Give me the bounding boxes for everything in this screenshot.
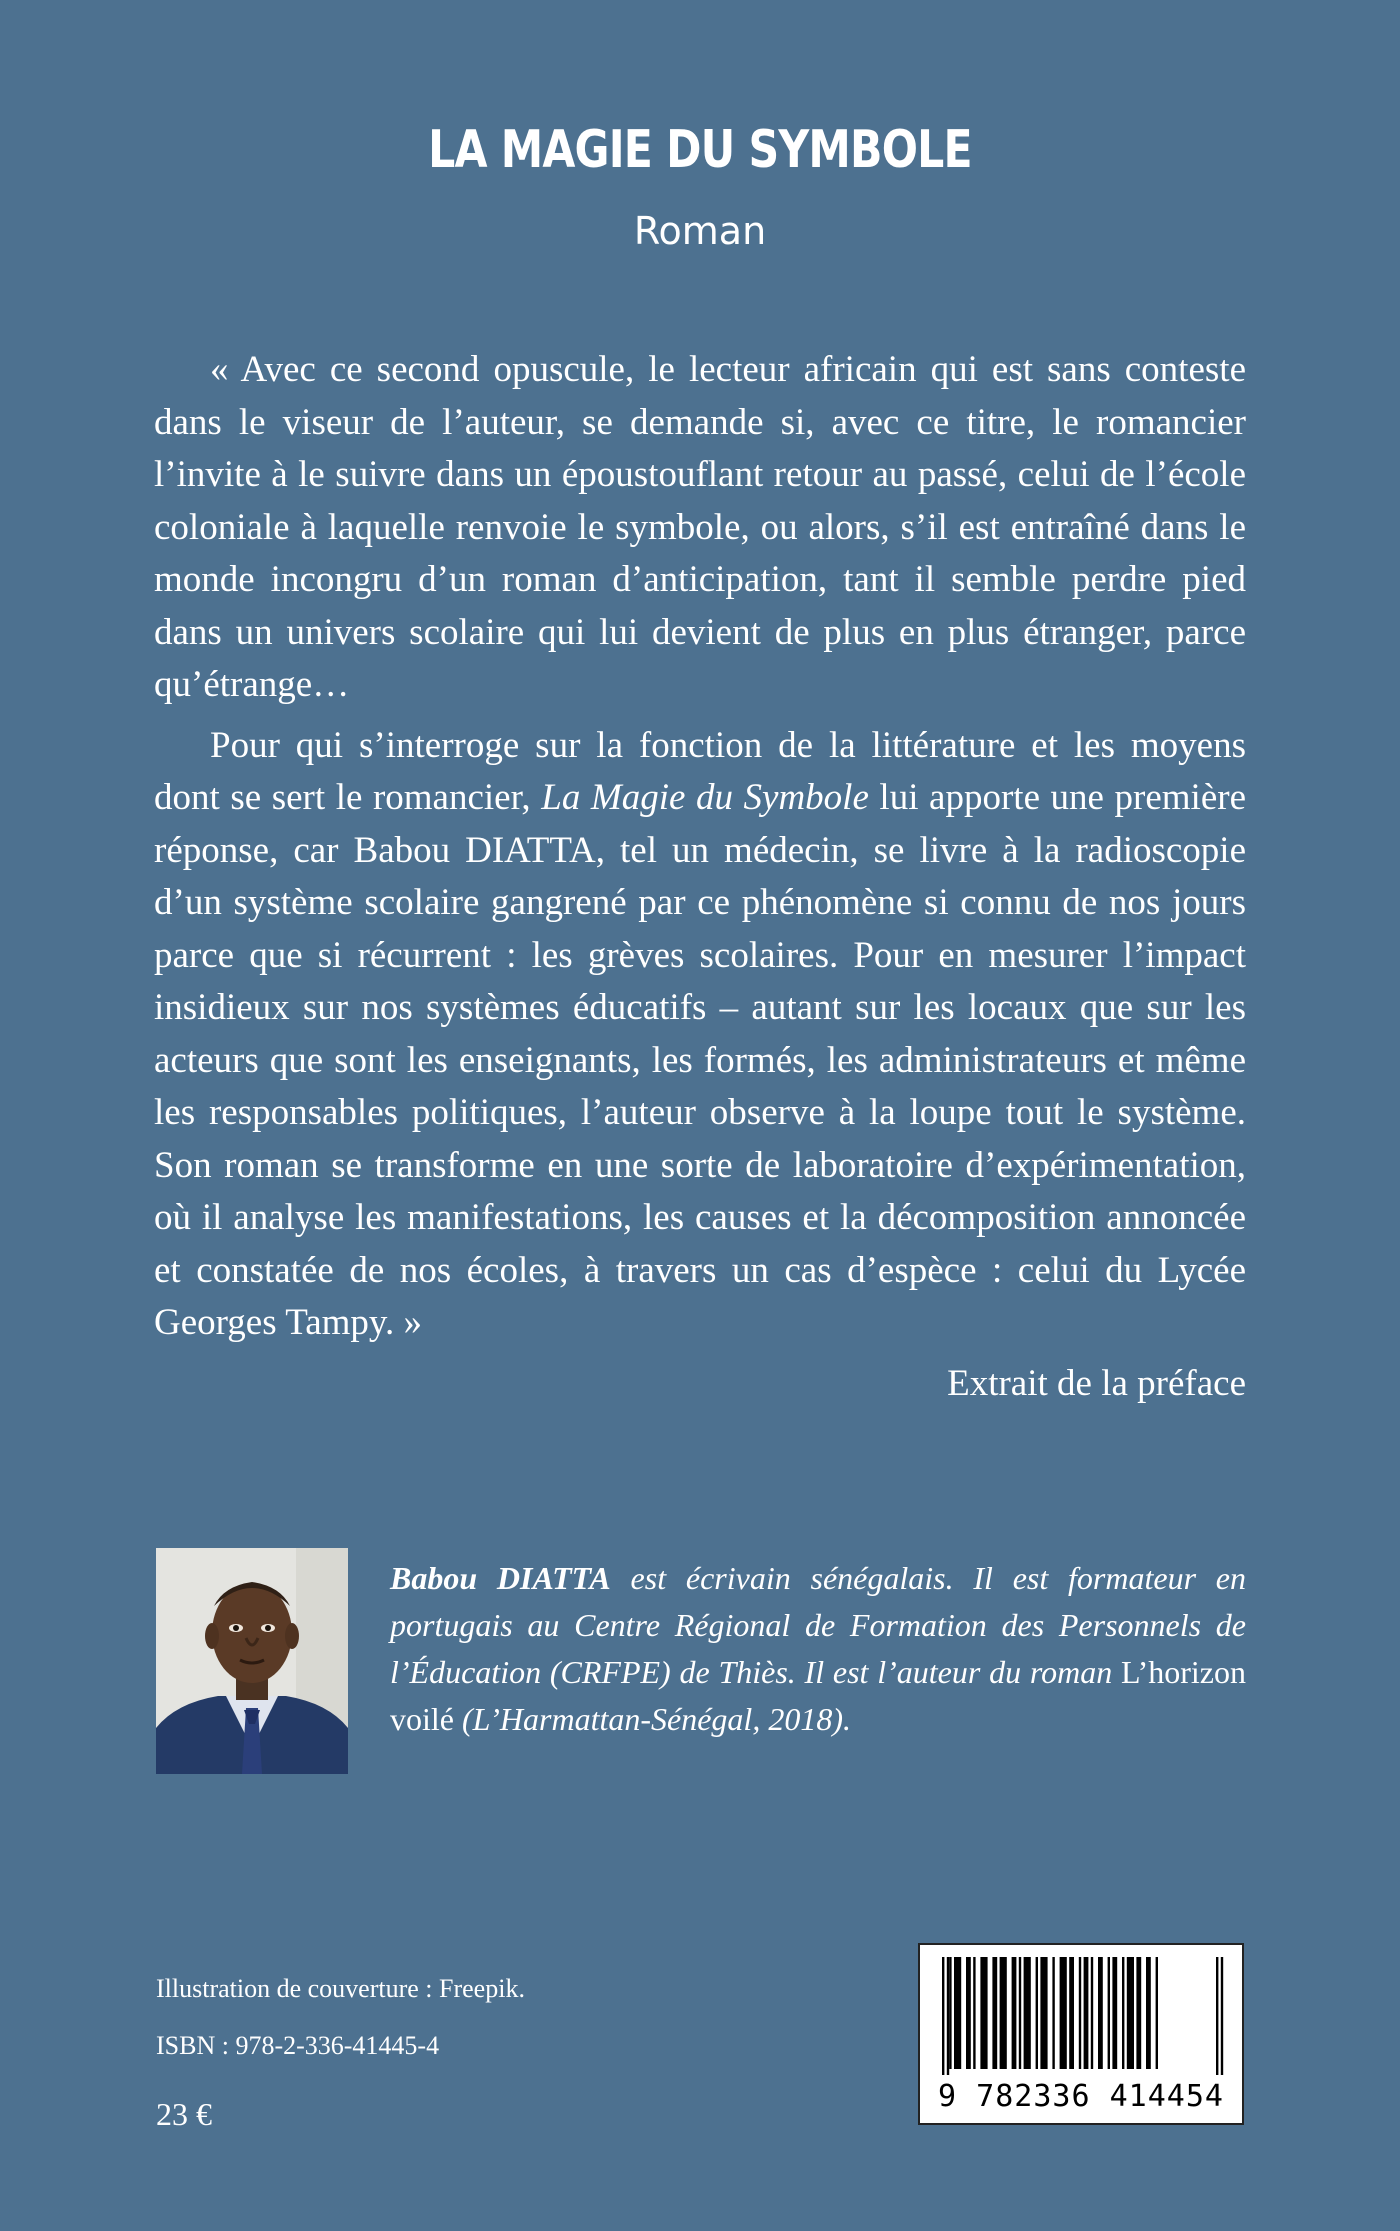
price: 23 € xyxy=(156,2096,212,2132)
blurb-paragraph-2 xyxy=(154,720,1246,1350)
barcode-bar xyxy=(1122,1957,1124,2069)
author-photo xyxy=(156,1548,348,1774)
barcode-bar xyxy=(1024,1957,1031,2069)
barcode-bar xyxy=(1012,1957,1017,2069)
author-name: Babou DIATTA xyxy=(390,1560,611,1596)
barcode-bar xyxy=(1091,1957,1093,2069)
barcode-bar xyxy=(1060,1957,1067,2069)
barcode-bar xyxy=(1069,1957,1074,2069)
author-previous-book: L’horizon voilé xyxy=(390,1654,1246,1737)
blurb-book-title: La Magie du Symbole xyxy=(541,777,869,818)
author-bio xyxy=(390,1555,1246,1743)
barcode-bar xyxy=(1112,1957,1117,2069)
author-bio-text: est écrivain sénégalais. Il est formateur en portugais au Centre Régional de Formation des Personnels de l’Éducation (CRFPE) de Thiès. Il est l’auteur du roman xyxy=(390,1560,1247,1690)
barcode-bar xyxy=(1040,1957,1047,2069)
book-genre: Roman xyxy=(633,209,767,253)
book-title: LA MAGIE DU SYMBOLE xyxy=(428,120,972,180)
barcode-bar xyxy=(954,1957,961,2069)
barcode-bar xyxy=(1156,1957,1158,2069)
barcode-bar xyxy=(1216,1957,1218,2075)
isbn: ISBN : 978-2-336-41445-4 xyxy=(156,2031,440,2060)
blurb-paragraph-2-end: lui apporte une première réponse, car Babou DIATTA, tel un médecin, se livre à la radioscopie d’un système scolaire gangrené par ce phénomène si connu de nos jours parce que si récurrent : les grèves scolaires. Pour en mesurer l’impact insidieux sur nos systèmes éducatifs – autant sur les locaux que sur les acteurs que sont les enseignants, les formés, les administrateurs et même les responsables politiques, l’auteur observe à la loupe tout le système. Son roman se transforme en une sorte de laboratoire d’expérimentation, où il analyse les manifestations, les causes et la décomposition annoncée et constatée de nos écoles, à travers un cas d’espèce : celui du Lycée Georges Tampy. » xyxy=(154,777,1246,1343)
barcode-bar xyxy=(1052,1957,1054,2069)
blurb-paragraph-1: « Avec ce second opuscule, le lecteur africain qui est sans conteste dans le viseur de l’auteur, se demande si, avec ce titre, le romancier l’invite à le suivre dans un époustouflant retour au passé, celui de l’école coloniale à laquelle renvoie le symbole, ou alors, s’il est entraîné dans le monde incongru d’un roman d’anticipation, tant il semble perdre pied dans un univers scolaire qui lui devient de plus en plus étranger, parce qu’étrange… xyxy=(154,349,1246,705)
barcode-bar xyxy=(992,1957,997,2069)
barcode-bar xyxy=(1019,1957,1021,2069)
barcode-bar xyxy=(966,1957,971,2069)
barcode-bar xyxy=(1084,1957,1089,2069)
barcode-bar xyxy=(973,1957,975,2069)
barcode-number: 9 782336 414454 xyxy=(938,2079,1224,2114)
barcode-bar xyxy=(1146,1957,1151,2069)
blurb-attribution: Extrait de la préface xyxy=(947,1362,1246,1404)
back-cover-blurb xyxy=(154,344,1246,1418)
illustration-credit: Illustration de couverture : Freepik. xyxy=(156,1974,525,2003)
barcode-bar xyxy=(942,1957,944,2075)
barcode-bars xyxy=(920,1945,1242,2075)
barcode-bar xyxy=(1036,1957,1038,2069)
barcode-bar xyxy=(980,1957,987,2069)
barcode-bar xyxy=(1079,1957,1081,2069)
isbn-barcode xyxy=(918,1943,1244,2125)
author-portrait-illustration xyxy=(156,1548,348,1774)
barcode-bar xyxy=(947,1957,949,2075)
barcode-bar xyxy=(1108,1957,1110,2069)
barcode-bar xyxy=(1127,1957,1134,2069)
barcode-bar xyxy=(1098,1957,1103,2069)
barcode-bar xyxy=(949,1957,951,2069)
barcode-bar xyxy=(1000,1957,1007,2069)
blurb-paragraph-2-start: Pour qui s’interroge sur la fonction de la littérature et les moyens dont se sert le romancier, xyxy=(154,724,1246,818)
barcode-bar xyxy=(1136,1957,1141,2069)
author-bio-publisher: (L’Harmattan-Sénégal, 2018). xyxy=(453,1701,851,1737)
barcode-bar xyxy=(1221,1957,1223,2075)
